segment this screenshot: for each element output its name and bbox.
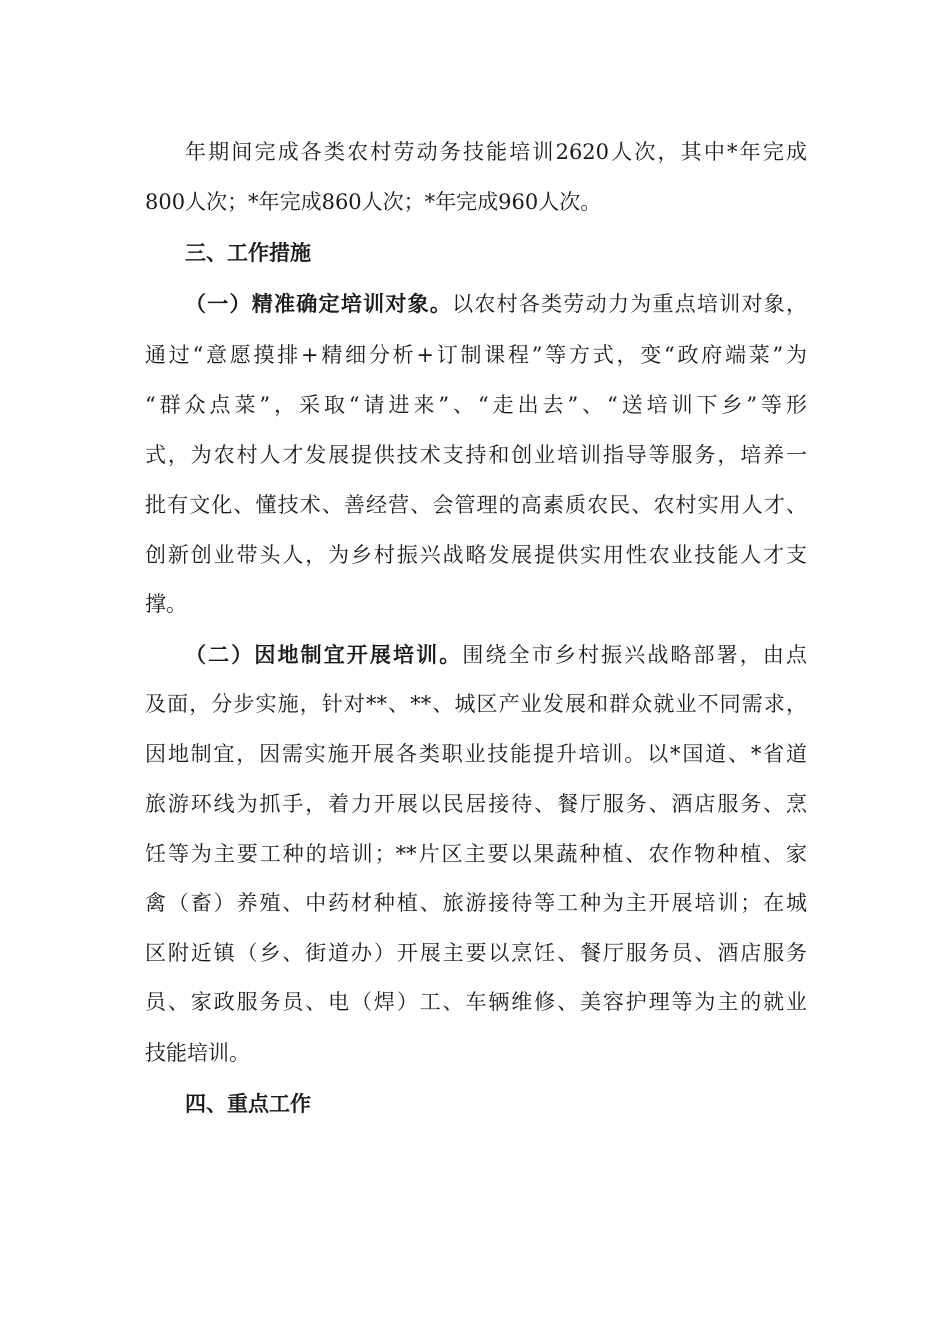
measure-2-title: （二）因地制宜开展培训。 xyxy=(185,642,463,667)
measure-2-line: 旅游环线为抓手，着力开展以民居接待、餐厅服务、酒店服务、烹 xyxy=(145,792,807,816)
measure-2-line: 因地制宜，因需实施开展各类职业技能提升培训。以*国道、*省道 xyxy=(145,742,807,766)
section-heading-4: 四、重点工作 xyxy=(185,1091,311,1116)
measure-1-line: 创新创业带头人，为乡村振兴战略发展提供实用性农业技能人才支 xyxy=(145,543,807,567)
measure-1-line: 批有文化、懂技术、善经营、会管理的高素质农民、农村实用人才、 xyxy=(145,493,807,517)
section-heading-3: 三、工作措施 xyxy=(185,240,311,265)
measure-1-first-line-rest: 以农村各类劳动力为重点培训对象， xyxy=(452,292,808,316)
measure-1-line: 式，为农村人才发展提供技术支持和创业培训指导等服务，培养一 xyxy=(145,443,807,467)
measure-2-line: 饪等为主要工种的培训；**片区主要以果蔬种植、农作物种植、家 xyxy=(145,842,807,866)
measure-1-line: 撑。 xyxy=(145,592,187,616)
measure-1-line: “群众点菜”，采取“请进来”、“走出去”、“送培训下乡”等形 xyxy=(145,393,807,417)
intro-line-1: 年期间完成各类农村劳动务技能培训2620人次，其中*年完成 xyxy=(185,140,807,164)
measure-2-line: 区附近镇（乡、街道办）开展主要以烹饪、餐厅服务员、酒店服务 xyxy=(145,941,807,965)
measure-2-line: 及面，分步实施，针对**、**、城区产业发展和群众就业不同需求， xyxy=(145,692,807,716)
measure-2-first-line-rest: 围绕全市乡村振兴战略部署，由点 xyxy=(462,643,808,667)
measure-1-line: 通过“意愿摸排+精细分析+订制课程”等方式，变“政府端菜”为 xyxy=(145,343,807,367)
measure-2-line: 技能培训。 xyxy=(145,1041,250,1065)
measure-2-first-line xyxy=(185,641,807,669)
measure-1-first-line xyxy=(185,290,807,318)
measure-1-title: （一）精准确定培训对象。 xyxy=(185,291,453,316)
intro-line-2: 800人次；*年完成860人次；*年完成960人次。 xyxy=(145,190,602,214)
measure-2-line: 员、家政服务员、电（焊）工、车辆维修、美容护理等为主的就业 xyxy=(145,990,807,1014)
measure-2-line: 禽（畜）养殖、中药材种植、旅游接待等工种为主开展培训；在城 xyxy=(145,891,807,915)
